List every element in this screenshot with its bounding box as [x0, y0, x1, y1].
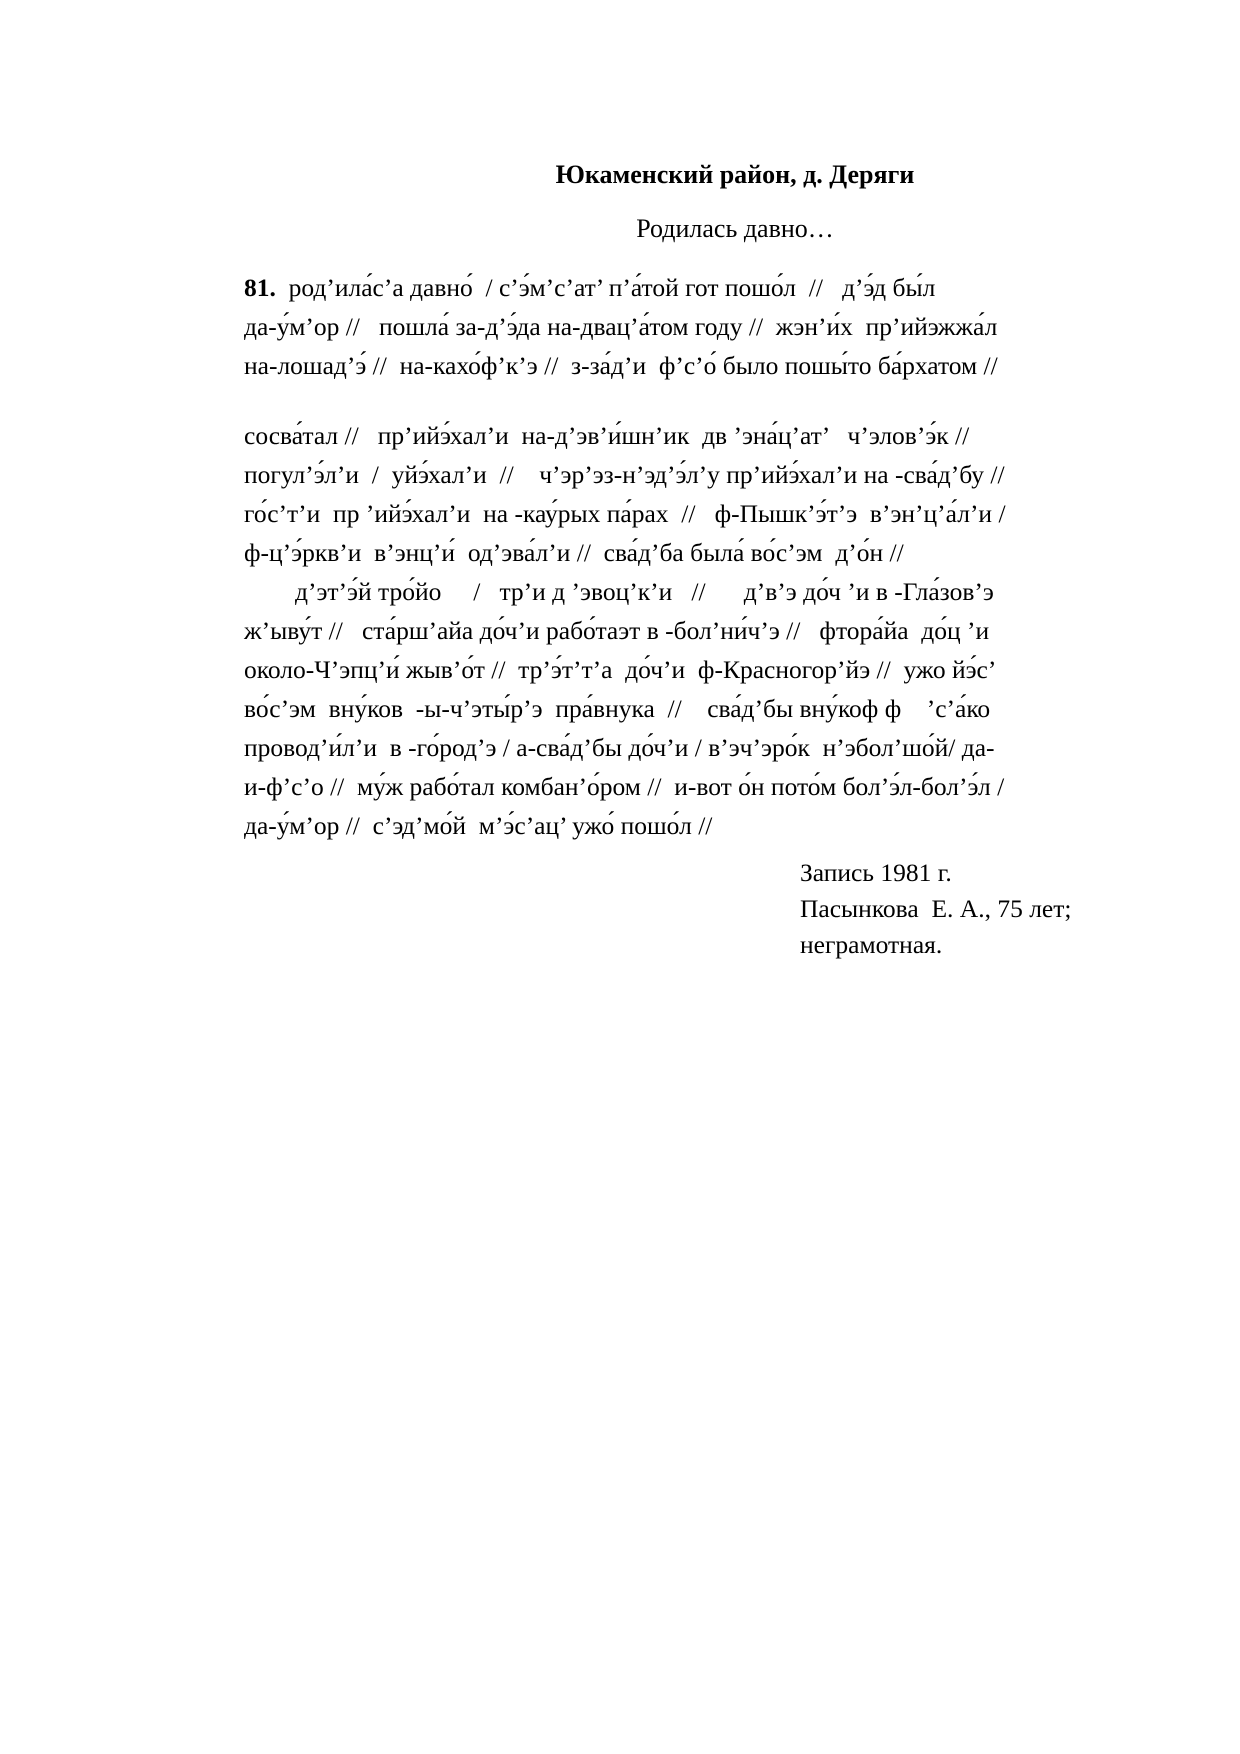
transcript-line: на-лошад’э́ // на-кахо́ф’к’э // з-за́д’и ф’с’о́ было пошы́то ба́рхатом // [244, 351, 998, 380]
transcript-block-second [244, 416, 1124, 845]
entry-number: 81. [244, 273, 276, 302]
transcript-line: провод’и́л’и в -го́род’э / а-сва́д’бы до́ч’и / в’эч’эро́к н’эбол’шо́й/ да- [244, 733, 995, 762]
transcript-line-text: род’ила́с’а давно́ / с’э́м’с’ат’ п’а́той гот пошо́л // д’э́д бы́л [275, 273, 936, 302]
transcript-line: го́с’т’и пр ’ийэ́хал’и на -кау́рых па́рах // ф-Пышк’э́т’э в’эн’ц’а́л’и / [244, 499, 1006, 528]
informant-note: неграмотная. [800, 930, 943, 959]
transcript-line: д’эт’э́й тро́йо / тр’и д ’эвоц’к’и // д’в’э до́ч ’и в -Гла́зов’э [244, 577, 994, 606]
transcript-line: да-у́м’ор // пошла́ за-д’э́да на-двац’а́том году // жэн’и́х пр’ийэжжа́л [244, 312, 998, 341]
transcript-line: да-у́м’ор // с’эд’мо́й м’э́с’ац’ ужо́ пошо́л // [244, 811, 713, 840]
informant-name: Пасынкова Е. А., 75 лет; [800, 894, 1072, 923]
location-heading: Юкаменский район, д. Деряги [555, 160, 915, 189]
song-title: Родилась давно… [636, 214, 834, 243]
record-signature [800, 855, 1071, 963]
transcript-block-first [244, 268, 1124, 385]
transcript-line: около-Ч’эпц’и́ жыв’о́т // тр’э́т’т’а до́ч’и ф-Красногор’йэ // ужо йэ́с’ [244, 655, 997, 684]
record-year: Запись 1981 г. [800, 858, 952, 887]
transcript-line: и-ф’с’о // му́ж рабо́тал комбан’о́ром // и-вот о́н пото́м бол’э́л-бол’э́л / [244, 772, 1005, 801]
transcript-line: погул’э́л’и / уйэ́хал’и // ч’эр’эз-н’эд’э́л’у пр’ийэ́хал’и на -сва́д’бу // [244, 460, 1005, 489]
transcript-line-first [244, 268, 1124, 307]
transcript-line: ж’ыву́т // ста́рш’айа до́ч’и рабо́таэт в -бол’ни́ч’э // фтора́йа до́ц ’и [244, 616, 990, 645]
transcript-line: во́с’эм вну́ков -ы-ч’эты́р’э пра́внука // сва́д’бы вну́коф ф ’с’а́ко [244, 694, 991, 723]
transcript-line: сосва́тал // пр’ийэ́хал’и на-д’эв’и́шн’ик дв ’эна́ц’ат’ ч’элов’э́к // [244, 421, 970, 450]
transcript-line: ф-ц’э́ркв’и в’энц’и́ од’эва́л’и // сва́д’ба была́ во́с’эм д’о́н // [244, 538, 904, 567]
